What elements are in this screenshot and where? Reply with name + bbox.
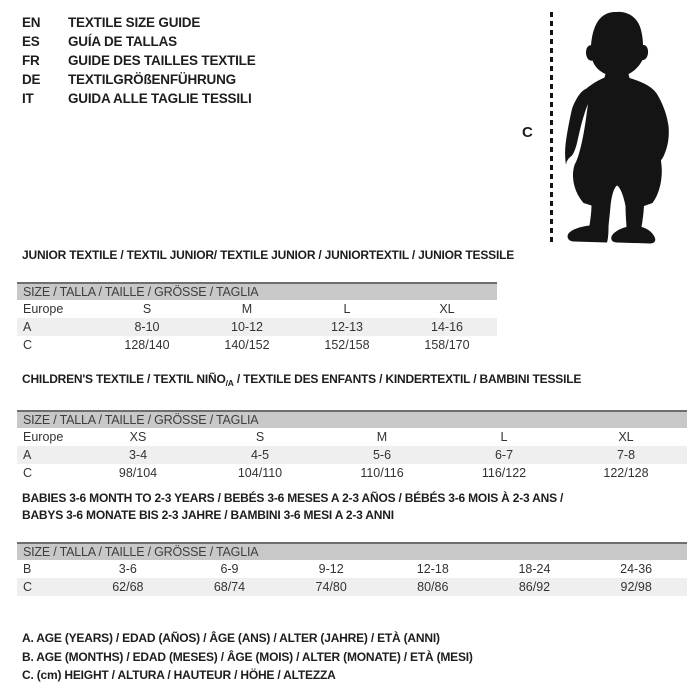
size-cell: 140/152: [224, 337, 270, 352]
language-row: [22, 32, 256, 51]
size-cell: L: [500, 429, 508, 444]
size-cell: 6-9: [220, 561, 239, 576]
size-cell: 62/68: [112, 579, 144, 594]
size-cell: 3-4: [128, 447, 148, 462]
language-code: IT: [22, 91, 34, 106]
section-title-line: [22, 247, 515, 264]
size-cell: L: [343, 301, 351, 316]
size-cell: 92/98: [620, 579, 652, 594]
language-title: TEXTILE SIZE GUIDE: [68, 15, 201, 30]
row-label: C: [23, 579, 33, 594]
size-cell: 7-8: [616, 447, 636, 462]
size-cell: 116/122: [481, 465, 527, 480]
size-cell: 158/170: [424, 337, 470, 352]
size-cell: M: [241, 301, 253, 316]
section-title-line: [22, 507, 687, 524]
table-row: [17, 578, 687, 596]
table-row: [17, 428, 687, 446]
measure-note: C. (cm) HEIGHT / ALTURA / HAUTEUR / HÖHE / ALTEZZA: [22, 668, 336, 682]
size-cell: 80/86: [417, 579, 449, 594]
language-title: GUIDE DES TAILLES TEXTILE: [68, 53, 256, 68]
size-cell: M: [376, 429, 388, 444]
size-cell: XS: [129, 429, 147, 444]
language-row: [22, 89, 256, 108]
size-cell: 3-6: [118, 561, 137, 576]
size-cell: 9-12: [318, 561, 344, 576]
language-title: GUIDA ALLE TAGLIE TESSILI: [68, 91, 252, 106]
title-text: CHILDREN'S TEXTILE / TEXTIL NIÑO: [22, 372, 226, 386]
row-label: Europe: [23, 301, 64, 316]
section-title-line: [22, 371, 687, 392]
size-cell: XL: [618, 429, 634, 444]
language-code: FR: [22, 53, 40, 68]
measure-notes: [22, 629, 473, 685]
table-row: [17, 318, 497, 336]
language-row: [22, 51, 256, 70]
measure-note: A. AGE (YEARS) / EDAD (AÑOS) / ÂGE (ANS) / ALTER (JAHRE) / ETÀ (ANNI): [22, 631, 440, 645]
size-cell: XL: [439, 301, 455, 316]
title-subscript: /A: [225, 378, 234, 388]
language-title: GUÍA DE TALLAS: [68, 34, 177, 49]
child-silhouette-figure: [556, 5, 698, 247]
table-row: [17, 446, 687, 464]
language-code: ES: [22, 34, 40, 49]
title-text: / TEXTILE DES ENFANTS / KINDERTEXTIL / BAMBINI TESSILE: [233, 372, 582, 386]
row-label: A: [23, 319, 32, 334]
section-title: [22, 371, 687, 392]
measure-note: B. AGE (MONTHS) / EDAD (MESES) / ÂGE (MOIS) / ALTER (MONATE) / ETÀ (MESI): [22, 649, 473, 664]
child-silhouette-path: [565, 12, 669, 244]
size-cell: 104/110: [237, 465, 283, 480]
size-cell: S: [255, 429, 265, 444]
size-table-section: [17, 247, 515, 354]
table-row: [17, 300, 497, 318]
size-cell: 5-6: [372, 447, 392, 462]
row-label: B: [23, 561, 32, 576]
height-measure-line: [550, 12, 553, 243]
language-title-list: [22, 13, 256, 108]
row-label: Europe: [23, 429, 64, 444]
row-label: C: [23, 337, 33, 352]
row-label: A: [23, 447, 32, 462]
size-table: [17, 282, 497, 354]
title-text: BABYS 3-6 MONATE BIS 2-3 JAHRE / BAMBINI 3-6 MESI A 2-3 ANNI: [22, 508, 394, 522]
table-row: [17, 560, 687, 578]
size-cell: 110/116: [360, 465, 404, 480]
section-title-line: [22, 490, 687, 507]
size-cell: 6-7: [494, 447, 514, 462]
size-cell: 8-10: [134, 319, 160, 334]
size-cell: 12-13: [331, 319, 363, 334]
size-cell: 98/104: [118, 465, 158, 480]
table-row: [17, 336, 497, 354]
language-title: TEXTILGRÖßENFÜHRUNG: [68, 72, 236, 87]
size-cell: 4-5: [250, 447, 270, 462]
language-code: DE: [22, 72, 41, 87]
size-cell: 24-36: [620, 561, 653, 576]
size-cell: 128/140: [124, 337, 170, 352]
size-cell: 152/158: [324, 337, 370, 352]
language-code: EN: [22, 15, 41, 30]
section-title: [22, 490, 687, 524]
language-row: [22, 13, 256, 32]
size-cell: 14-16: [431, 319, 463, 334]
size-table: [17, 410, 687, 482]
size-header-bar: SIZE / TALLA / TAILLE / GRÖSSE / TAGLIA: [17, 283, 497, 300]
section-title: [22, 247, 515, 264]
title-text: BABIES 3-6 MONTH TO 2-3 YEARS / BEBÉS 3-6 MESES A 2-3 AÑOS / BÉBÉS 3-6 MOIS À 2-3 ANS /: [22, 491, 564, 505]
size-table: [17, 542, 687, 596]
size-header-bar: SIZE / TALLA / TAILLE / GRÖSSE / TAGLIA: [17, 543, 687, 560]
height-measure-label: C: [522, 124, 533, 141]
size-table-section: [17, 490, 687, 596]
size-cell: 68/74: [213, 579, 246, 594]
language-row: [22, 70, 256, 89]
size-cell: 12-18: [416, 561, 449, 576]
size-cell: 10-12: [231, 319, 263, 334]
size-cell: 74/80: [315, 579, 347, 594]
size-cell: 122/128: [603, 465, 649, 480]
size-header-bar: SIZE / TALLA / TAILLE / GRÖSSE / TAGLIA: [17, 411, 687, 428]
table-row: [17, 464, 687, 482]
size-cell: 18-24: [518, 561, 551, 576]
size-table-section: [17, 371, 687, 482]
size-cell: 86/92: [518, 579, 551, 594]
row-label: C: [23, 465, 33, 480]
size-cell: S: [142, 301, 152, 316]
title-text: JUNIOR TEXTILE / TEXTIL JUNIOR/ TEXTILE JUNIOR / JUNIORTEXTIL / JUNIOR TESSILE: [22, 248, 515, 262]
